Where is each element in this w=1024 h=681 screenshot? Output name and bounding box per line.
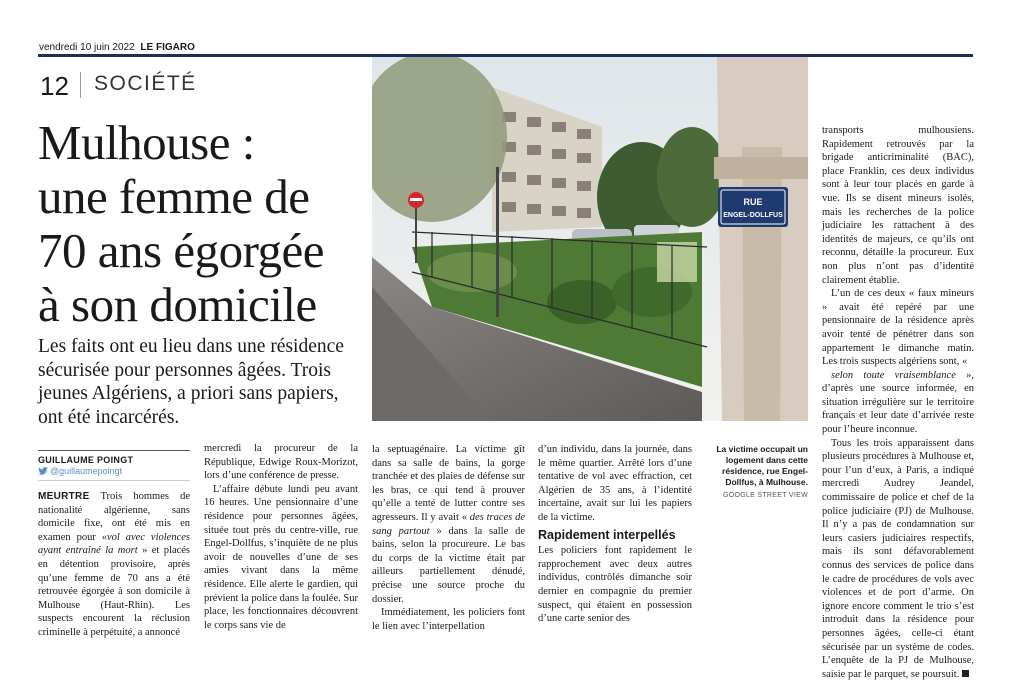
headline	[38, 116, 378, 332]
body-text: Tous les trois apparaissent dans plusieurs procédures à Mulhouse et, pour l’un d’eux, à Paris, a indiqué mercredi Audrey Jeandel, commissaire de police et chef de la police judiciaire (PJ) de Mulhouse. Il n’y a pas de condamnation sur leurs casiers judiciaires respectifs, mais ils sont défavorablement connus des services de police dans le cadre de procédures de vols avec violences et de port d’arme. On ignore encore comment le trio s’est introduit dans la résidence pour personnes âgées, celle-ci étant sécurisée par un système de codes. L’enquête de la PJ de Mulhouse, saisie par le parquet, se poursuit.	[822, 437, 974, 680]
article-column-3	[372, 443, 525, 633]
page-number: 12	[40, 71, 69, 101]
twitter-icon	[38, 467, 48, 475]
article-column-4	[538, 443, 692, 626]
subheading: Rapidement interpellés	[538, 527, 676, 542]
byline	[38, 450, 190, 476]
paragraph	[822, 369, 974, 437]
street-sign-line-2: ENGEL-DOLLFUS	[723, 212, 783, 219]
issue-date: vendredi 10 juin 2022	[39, 42, 135, 53]
author-twitter-link[interactable]	[38, 466, 190, 476]
standfirst: Les faits ont eu lieu dans une résidence sécurisée pour personnes âgées. Trois jeunes Algériens, a priori sans papiers, ont été incarcérés.	[38, 336, 344, 428]
body-text: la septuagénaire. La victime gît dans sa salle de bains, la gorge tranchée et des plaies de défense sur les bras, ce qui tend à prouver qu’elle a tenté de lutter contre ses agresseurs. Il y avait «	[372, 444, 525, 523]
author-name: GUILLAUME POINGT	[38, 455, 134, 465]
kicker: MEURTRE	[38, 491, 90, 502]
page-number-divider	[80, 72, 81, 98]
paragraph	[372, 443, 525, 606]
page-header	[39, 42, 195, 53]
author-handle: @guillaumepoingt	[50, 466, 123, 476]
body-text: » et placés en détention provisoire, après qu’une femme de 70 ans a été retrouvée égorgée à son domicile à Mulhouse (Haut-Rhin). Les suspects encourent la réclusion criminelle à perpétuité, a annoncé	[38, 545, 191, 638]
end-mark	[962, 670, 969, 677]
article-column-5	[822, 124, 974, 681]
body-text: », d’après une source informée, en situation irrégulière sur le territoire français et leur date d’arrivée reste pour l’heure inconnue.	[822, 369, 974, 436]
paragraph: d’un individu, dans la journée, dans le même quartier. Arrêté lors d’une tentative de vol avec effraction, cet Algérien de 35 ans, à l’identité incertaine, avait sur lui les papiers de la victime.	[538, 444, 692, 523]
paragraph: L’affaire débute lundi peu avant 16 heures. Une pensionnaire d’une résidence pour personnes âgées, située tout près du centre-ville, rue Engel-Dollfus, s’inquiète de ne plus avoir de nouvelles d’une de ses amies vivant dans la même résidence. Elle alerte le gardien, qui prévient la police dans la foulée. Sur place, les fonctionnaires découvrent le corps sans vie de	[204, 483, 358, 631]
paragraph: L’un de ces deux « faux mineurs » avait été repéré par une pensionnaire de la résidence après avoir tenté de pénétrer dans son appartement le dimanche matin. Les trois suspects algériens sont, «	[822, 288, 974, 368]
publication-name: LE FIGARO	[140, 42, 195, 53]
byline-rule	[38, 480, 190, 481]
article-column-1	[38, 490, 190, 640]
photo-caption: La victime occupait un logement dans cette résidence, rue Engel-Dollfus, à Mulhouse.	[716, 444, 808, 487]
paragraph	[822, 437, 974, 681]
quote: selon toute vraisemblance	[831, 369, 967, 381]
article-column-2	[204, 442, 358, 632]
street-sign-line-1: RUE	[743, 197, 763, 207]
section-label: SOCIÉTÉ	[94, 72, 197, 95]
quote: des traces de sang partout	[372, 511, 525, 537]
photo-credit: GOOGLE STREET VIEW	[722, 492, 808, 499]
paragraph: transports mulhousiens. Rapidement retrouvés par la brigade anticriminalité (BAC), place Franklin, ces deux individus sont à leur tour placés en garde à vue. Ils se disent mineurs isolés, mais les recherches de la police judiciaire les rattachent à des identités de majeurs, ce qu’ils ont reconnu, détaille la procureur. Eux non plus n’ont pas d’identité clairement établie.	[822, 125, 974, 286]
body-text: Trois hommes de nationalité algérienne, sans domicile fixe, ont été mis en examen pour «	[38, 491, 190, 543]
article-photo	[372, 57, 808, 421]
paragraph: mercredi la procureur de la République, Edwige Roux-Morizot, lors d’une conférence de presse.	[204, 443, 358, 482]
headline-line: Mulhouse :	[38, 115, 255, 170]
paragraph: Les policiers font rapidement le rapprochement avec deux autres individus, contrôlés dimanche soir dernier en compagnie du premier suspect, qui étaient en possession d’une carte senior des	[538, 545, 692, 625]
headline-line: à son domicile	[38, 277, 317, 332]
street-scene-illustration	[372, 57, 808, 421]
headline-line: une femme de	[38, 169, 310, 224]
body-text: » dans la salle de bains, selon la procureure. Le bas du corps de la victime était par ailleurs partiellement dénudé, précise une source proche du dossier.	[372, 525, 525, 605]
paragraph: Immédiatement, les policiers font le lien avec l’interpellation	[372, 607, 525, 632]
headline-line: 70 ans égorgée	[38, 223, 324, 278]
quote: vol avec violences ayant entraîné la mort	[38, 531, 190, 557]
